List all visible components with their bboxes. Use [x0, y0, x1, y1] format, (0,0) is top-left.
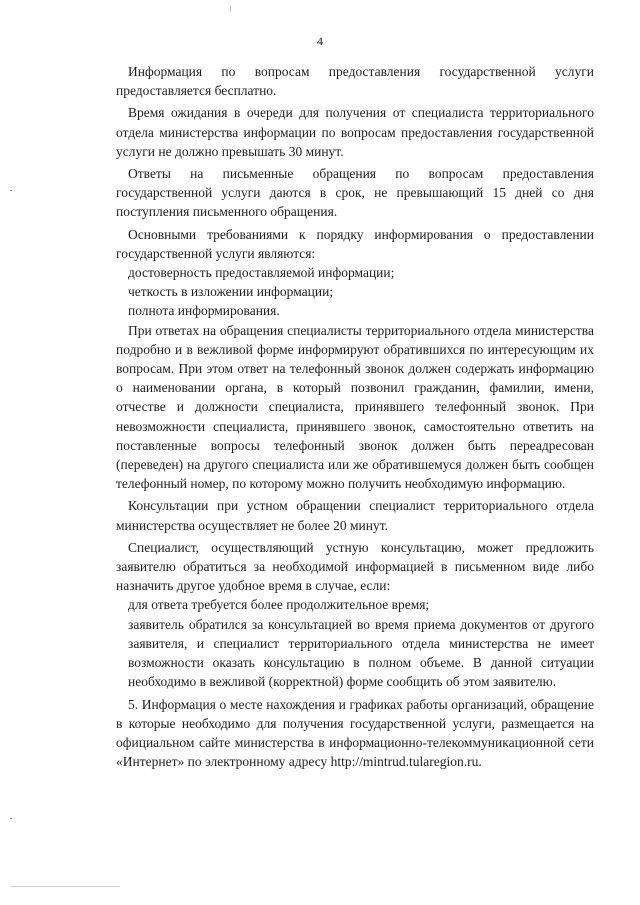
list-item-clarity: четкость в изложении информации; — [128, 284, 334, 300]
paragraph-requirements: Основными требованиями к порядку информирования о предоставлении государственной услуги являются: — [116, 226, 594, 261]
scan-artifact — [230, 6, 231, 12]
scan-artifact — [10, 818, 12, 819]
list-item-completeness: полнота информирования. — [128, 303, 280, 319]
paragraph-free-of-charge: Информация по вопросам предоставления государственной услуги предоставляется бесплатно. — [116, 64, 594, 99]
page-number: 4 — [317, 34, 323, 48]
paragraph-oral-consultation: Консультации при устном обращении специалист территориального отдела министерства осуществляет не более 20 минут. — [116, 498, 594, 533]
paragraph-consultation-offer: Специалист, осуществляющий устную консультацию, может предложить заявителю обратиться за необходимой информацией в письменном виде либо назначить другое удобное время в случае, если: — [116, 539, 594, 594]
document-body — [116, 62, 594, 771]
paragraph-written-replies: Ответы на письменные обращения по вопросам предоставления государственной услуги даются в срок, не превышающий 15 дней со дня поступления письменного обращения. — [116, 166, 594, 220]
paragraph-phone-replies: При ответах на обращения специалисты территориального отдела министерства подробно и в вежливой форме информируют обратившихся по интересующим их вопросам. При этом ответ на телефонный звонок должен содержать информацию о наименовании органа, в который позвонил гражданин, фамилии, имени, отчестве и должности специалиста, принявшего телефонный звонок. При невозможности специалиста, принявшего звонок, самостоятельно ответить на поставленные вопросы телефонный звонок должен быть переадресован (переведен) на другого специалиста или же обратившемуся должен быть сообщен телефонный номер, по которому можно получить необходимую информацию. — [116, 322, 594, 492]
scan-artifact — [10, 886, 120, 887]
scan-artifact — [10, 190, 12, 191]
list-item-reliability: достоверность предоставляемой информации; — [128, 265, 395, 281]
list-item-other-applicant: заявитель обратился за консультацией во время приема документов от другого заявителя, и специалист территориального отдела министерства не имеет возможности оказать консультацию в полном объеме. В данной ситуации необходимо в вежливой (корректной) форме сообщить об этом заявителю. — [128, 616, 594, 690]
list-item-longer-time: для ответа требуется более продолжительное время; — [128, 597, 430, 613]
paragraph-organizations-info: 5. Информация о месте нахождения и графиках работы организаций, обращение в которые необходимо для получения государственной услуги, размещается на официальном сайте министерства в информационно-телекоммуникационной сети «Интернет» по электронному адресу http://mintrud.tularegion.ru. — [116, 696, 594, 770]
paragraph-waiting-time: Время ожидания в очереди для получения от специалиста территориального отдела министерства информации по вопросам предоставления государственной услуги не должно превышать 30 минут. — [116, 105, 594, 159]
